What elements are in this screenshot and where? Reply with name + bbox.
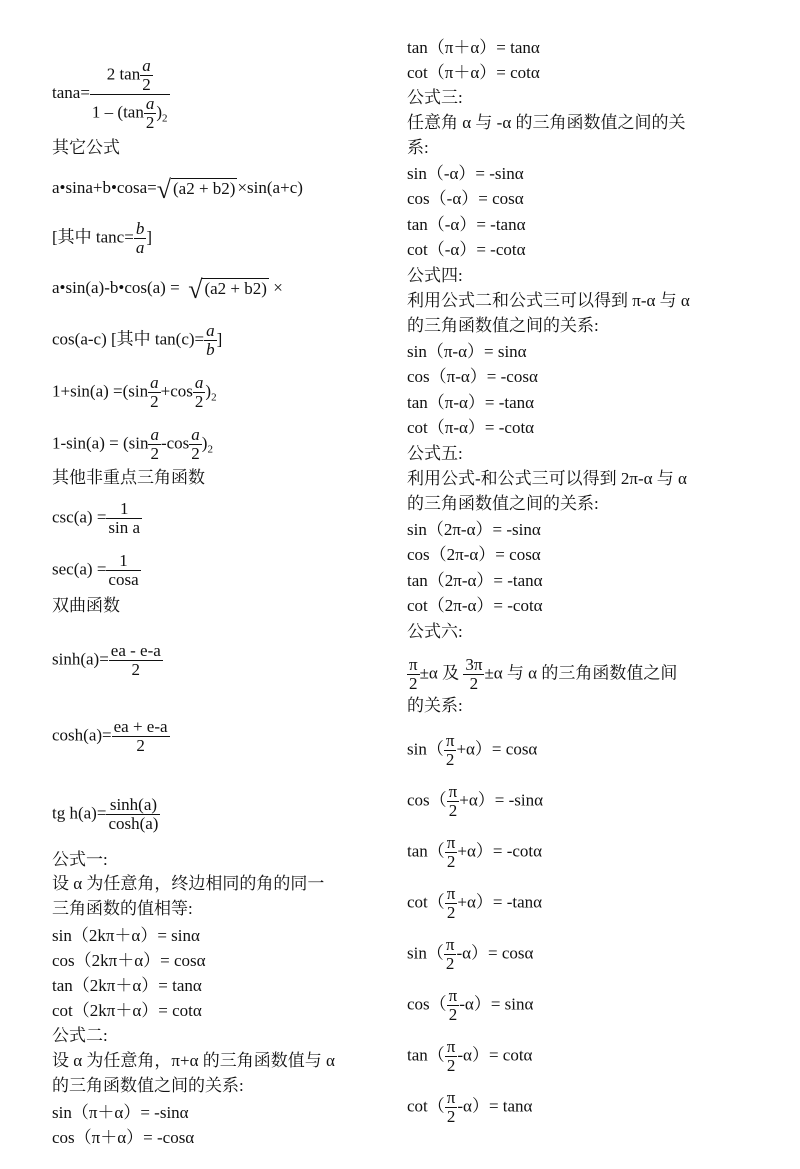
- formula-two-desc-1: 设 α 为任意角，π+α 的三角函数值与 α: [52, 1051, 335, 1070]
- formula-two-line: cos（π＋α）= -cosα: [52, 1128, 195, 1147]
- nonkey-heading: 其他非重点三角函数: [52, 468, 205, 487]
- formula-one-line: cot（2kπ＋α）= cotα: [52, 1001, 202, 1020]
- formula-six-row: tan（ $\frac{\pi}{2}$ -α）= cotα: [407, 1037, 533, 1075]
- tgh-formula: tg h(a)= $\frac{\sinh(a)}{\cosh(a)}$: [52, 795, 159, 833]
- formula-three-heading: 公式三:: [407, 88, 463, 107]
- other-formulas-heading: 其它公式: [52, 138, 120, 157]
- formula-six-row: cos（ $\frac{\pi}{2}$ -α）= sinα: [407, 986, 534, 1024]
- tana-lhs: tana=: [52, 83, 90, 103]
- sqrt-symbol: √ (a2 + b2): [156, 174, 236, 204]
- one-plus-sin-formula: 1+sin(a) =(sin $\frac{a}{2}$ +cos $\frac{a}{2}$ )$_2$: [52, 373, 217, 411]
- formula-three-line: tan（-α）= -tanα: [407, 215, 526, 234]
- where-tanc: [其中 tanc= $\frac{b}{a}$ ]: [52, 219, 152, 257]
- formula-five-line: cot（2π-α）= -cotα: [407, 596, 543, 615]
- formula-three-line: cot（-α）= -cotα: [407, 240, 526, 259]
- formula-six-row: sin（ $\frac{\pi}{2}$ +α）= cosα: [407, 731, 538, 769]
- formula-three-line: cos（-α）= cosα: [407, 189, 524, 208]
- formula-six-desc-1: $\frac{\pi}{2}$ ±α 及 $\frac{3\pi}{2}$ ±α 与 α 的三角函数值之间: [409, 655, 678, 693]
- asin-bcos-formula: a•sina+b•cosa=√ (a2 + b2) ×sin(a+c): [52, 174, 303, 204]
- formula-two-heading: 公式二:: [52, 1026, 108, 1045]
- formula-five-line: cos（2π-α）= cosα: [407, 545, 541, 564]
- csc-formula: csc(a) = $\frac{1}{\text{sin a}}$: [52, 499, 141, 537]
- formula-six-row: cot（ $\frac{\pi}{2}$ -α）= tanα: [407, 1088, 533, 1126]
- hyperbolic-heading: 双曲函数: [52, 596, 120, 615]
- asin-minus-bcos-formula: a•sin(a)-b•cos(a) = √ (a2 + b2) ×: [52, 274, 283, 304]
- tana-fraction: 2 tan $\frac{a}{2}$ 1 – (tan $\frac{a}{2}$ )$_2$: [91, 56, 168, 132]
- tana-formula: [52, 57, 170, 131]
- formula-four-desc-2: 的三角函数值之间的关系:: [407, 316, 599, 335]
- formula-two-line: sin（π＋α）= -sinα: [52, 1103, 189, 1122]
- formula-four-line: tan（π-α）= -tanα: [407, 393, 535, 412]
- formula-five-desc-2: 的三角函数值之间的关系:: [407, 494, 599, 513]
- formula-five-line: sin（2π-α）= -sinα: [407, 520, 541, 539]
- one-minus-sin-formula: 1-sin(a) = (sin $\frac{a}{2}$ -cos $\frac{a}{2}$ )$_2$: [52, 425, 213, 463]
- formula-five-line: tan（2π-α）= -tanα: [407, 571, 543, 590]
- formula-one-line: cos（2kπ＋α）= cosα: [52, 951, 206, 970]
- formula-six-heading: 公式六:: [407, 622, 463, 641]
- sinh-formula: sinh(a)= $\frac{ea - e-a}{2}$: [52, 641, 161, 679]
- formula-two-line: cot（π＋α）= cotα: [407, 63, 540, 82]
- formula-six-row: sin（ $\frac{\pi}{2}$ -α）= cosα: [407, 935, 534, 973]
- cos-a-minus-c: cos(a-c) [其中 tan(c)= $\frac{a}{b}$ ]: [52, 321, 223, 359]
- formula-six-row: cot（ $\frac{\pi}{2}$ +α）= -tanα: [407, 884, 543, 922]
- formula-six-row: cos（ $\frac{\pi}{2}$ +α）= -sinα: [407, 782, 544, 820]
- formula-three-desc-2: 系:: [407, 138, 429, 157]
- formula-one-line: sin（2kπ＋α）= sinα: [52, 926, 200, 945]
- sec-formula: sec(a) = $\frac{1}{\cos a}$: [52, 551, 139, 589]
- cosh-formula: cosh(a)= $\frac{ea + e-a}{2}$: [52, 717, 168, 755]
- formula-one-line: tan（2kπ＋α）= tanα: [52, 976, 202, 995]
- formula-three-desc-1: 任意角 α 与 -α 的三角函数值之间的关: [407, 113, 686, 132]
- formula-four-line: sin（π-α）= sinα: [407, 342, 527, 361]
- formula-five-heading: 公式五:: [407, 444, 463, 463]
- formula-five-desc-1: 利用公式-和公式三可以得到 2π-α 与 α: [407, 469, 687, 488]
- formula-four-line: cot（π-α）= -cotα: [407, 418, 535, 437]
- formula-two-line: tan（π＋α）= tanα: [407, 38, 540, 57]
- formula-one-desc-1: 设 α 为任意角，终边相同的角的同一: [52, 874, 325, 893]
- formula-one-desc-2: 三角函数的值相等:: [52, 899, 193, 918]
- formula-one-heading: 公式一:: [52, 850, 108, 869]
- formula-four-desc-1: 利用公式二和公式三可以得到 π-α 与 α: [407, 291, 690, 310]
- formula-six-row: tan（ $\frac{\pi}{2}$ +α）= -cotα: [407, 833, 543, 871]
- formula-three-line: sin（-α）= -sinα: [407, 164, 524, 183]
- formula-four-line: cos（π-α）= -cosα: [407, 367, 538, 386]
- formula-six-desc-2: 的关系:: [407, 696, 463, 715]
- sqrt-symbol-2: √ (a2 + b2): [188, 274, 267, 304]
- formula-four-heading: 公式四:: [407, 266, 463, 285]
- formula-two-desc-2: 的三角函数值之间的关系:: [52, 1076, 244, 1095]
